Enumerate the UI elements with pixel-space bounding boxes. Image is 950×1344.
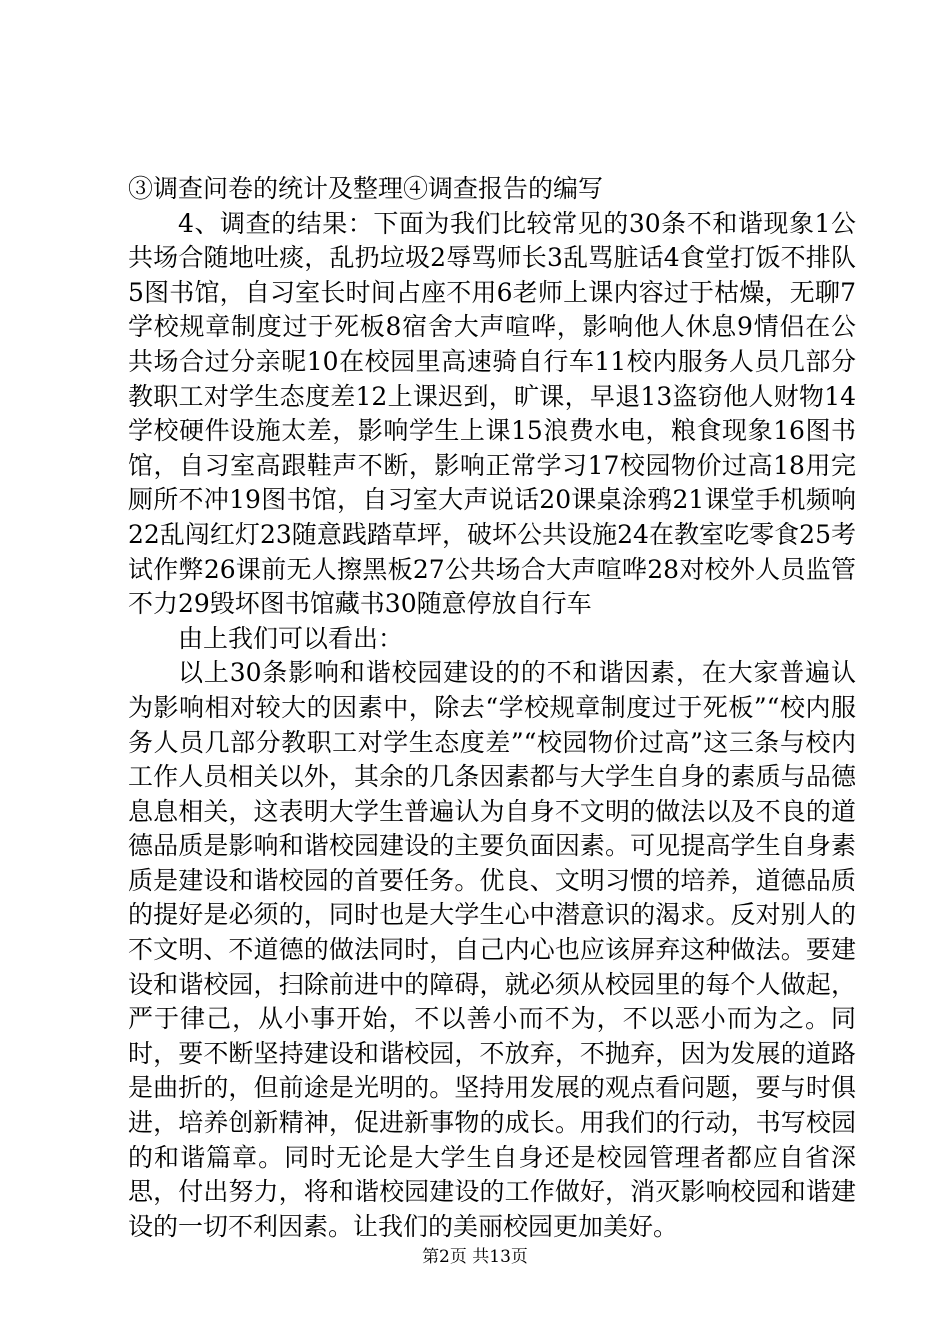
paragraph-survey-results: 4、调查的结果：下面为我们比较常见的30条不和谐现象1公共场合随地吐痰，乱扔垃圾2辱骂师长3乱骂脏话4食堂打饭不排队5图书馆，自习室长时间占座不用6老师上课内容过于枯燥，无聊7学校规章制度过于死板8宿舍大声喧哗，影响他人休息9情侣在公共场合过分亲昵10在校园里高速骑自行车11校内服务人员几部分教职工对学生态度差12上课迟到，旷课，早退13盗窃他人财物14学校硬件设施太差，影响学生上课15浪费水电，粮食现象16图书馆，自习室高跟鞋声不断，影响正常学习17校园物价过高18用完厕所不冲19图书馆，自习室大声说话20课桌涂鸦21课堂手机频响22乱闯红灯23随意践踏草坪，破坏公共设施24在教室吃零食25考试作弊26课前无人擦黑板27公共场合大声喧哗28对校外人员监管不力29毁坏图书馆藏书30随意停放自行车: [128, 208, 856, 619]
document-body: [128, 172, 856, 1244]
page-number-footer: 第2页 共13页: [422, 1247, 528, 1267]
paragraph-analysis: 以上30条影响和谐校园建设的的不和谐因素，在大家普遍认为影响相对较大的因素中，除去“学校规章制度过于死板”“校内服务人员几部分教职工对学生态度差”“校园物价过高”这三条与校内工作人员相关以外，其余的几条因素都与大学生自身的素质与品德息息相关，这表明大学生普遍认为自身不文明的做法以及不良的道德品质是影响和谐校园建设的主要负面因素。可见提高学生自身素质是建设和谐校园的首要任务。优良、文明习惯的培养，道德品质的提好是必须的，同时也是大学生心中潜意识的渴求。反对别人的不文明、不道德的做法同时，自己内心也应该屏弃这种做法。要建设和谐校园，扫除前进中的障碍，就必须从校园里的每个人做起，严于律己，从小事开始，不以善小而不为，不以恶小而为之。同时，要不断坚持建设和谐校园，不放弃，不抛弃，因为发展的道路是曲折的，但前途是光明的。坚持用发展的观点看问题，要与时俱进，培养创新精神，促进新事物的成长。用我们的行动，书写校园的和谐篇章。同时无论是大学生自身还是校园管理者都应自省深思，付出努力，将和谐校园建设的工作做好，消灭影响校园和谐建设的一切不利因素。让我们的美丽校园更加美好。: [128, 658, 856, 1241]
paragraph-conclusion-intro: 由上我们可以看出：: [178, 623, 404, 653]
paragraph-survey-steps: ③调查问卷的统计及整理④调查报告的编写: [128, 174, 604, 203]
